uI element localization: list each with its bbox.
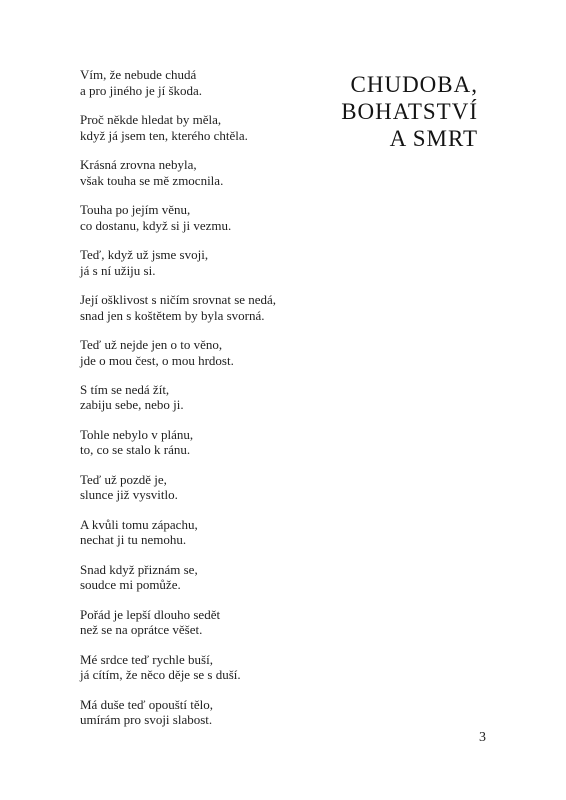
stanza bbox=[80, 382, 320, 413]
verse-line: to, co se stalo k ránu. bbox=[80, 442, 191, 458]
verse-line: Má duše teď opouští tělo, bbox=[80, 696, 213, 712]
stanza bbox=[80, 202, 320, 233]
verse-line: jde o mou čest, o mou hrdost. bbox=[80, 352, 234, 368]
verse-line: umírám pro svoji slabost. bbox=[80, 712, 213, 728]
verse-line: slunce již vysvitlo. bbox=[80, 487, 178, 503]
verse-line: co dostanu, když si ji vezmu. bbox=[80, 217, 232, 233]
verse-line: Teď už pozdě je, bbox=[80, 471, 167, 487]
stanza bbox=[80, 292, 320, 323]
title-line: CHUDOBA, bbox=[350, 72, 478, 97]
verse-line: S tím se nedá žít, bbox=[80, 381, 170, 397]
stanza bbox=[80, 337, 320, 368]
verse-line: Snad když přiznám se, bbox=[80, 561, 198, 577]
stanza bbox=[80, 562, 320, 593]
verse-line: Teď už nejde jen o to věno, bbox=[80, 336, 223, 352]
verse-line: však touha se mě zmocnila. bbox=[80, 172, 224, 188]
verse-line: zabiju sebe, nebo ji. bbox=[80, 397, 184, 413]
verse-line: Tohle nebylo v plánu, bbox=[80, 426, 194, 442]
title-line: A SMRT bbox=[389, 126, 478, 151]
poem-body bbox=[80, 67, 320, 742]
verse-line: snad jen s koštětem by byla svorná. bbox=[80, 307, 265, 323]
verse-line: Mé srdce teď rychle buší, bbox=[80, 651, 213, 667]
title-line: BOHATSTVÍ bbox=[341, 99, 478, 124]
stanza bbox=[80, 697, 320, 728]
stanza bbox=[80, 517, 320, 548]
stanza bbox=[80, 112, 320, 143]
verse-line: Krásná zrovna nebyla, bbox=[80, 156, 197, 172]
verse-line: Touha po jejím věnu, bbox=[80, 201, 191, 217]
stanza bbox=[80, 247, 320, 278]
verse-line: soudce mi pomůže. bbox=[80, 577, 181, 593]
verse-line: Teď, když už jsme svoji, bbox=[80, 246, 209, 262]
stanza bbox=[80, 67, 320, 98]
stanza bbox=[80, 427, 320, 458]
page-number: 3 bbox=[479, 730, 486, 745]
verse-line: Vím, že nebude chudá bbox=[80, 67, 197, 82]
stanza bbox=[80, 607, 320, 638]
verse-line: Její ošklivost s ničím srovnat se nedá, bbox=[80, 291, 277, 307]
verse-line: A kvůli tomu zápachu, bbox=[80, 516, 198, 532]
verse-line: když já jsem ten, kterého chtěla. bbox=[80, 127, 248, 143]
poem-title bbox=[341, 71, 478, 152]
stanza bbox=[80, 157, 320, 188]
verse-line: Pořád je lepší dlouho sedět bbox=[80, 606, 221, 622]
verse-line: nechat ji tu nemohu. bbox=[80, 532, 187, 548]
stanza bbox=[80, 472, 320, 503]
verse-line: Proč někde hledat by měla, bbox=[80, 111, 222, 127]
verse-line: já cítím, že něco děje se s duší. bbox=[80, 667, 241, 683]
verse-line: já s ní užiju si. bbox=[80, 262, 156, 278]
stanza bbox=[80, 652, 320, 683]
verse-line: než se na oprátce věšet. bbox=[80, 622, 203, 638]
verse-line: a pro jiného je jí škoda. bbox=[80, 82, 203, 98]
